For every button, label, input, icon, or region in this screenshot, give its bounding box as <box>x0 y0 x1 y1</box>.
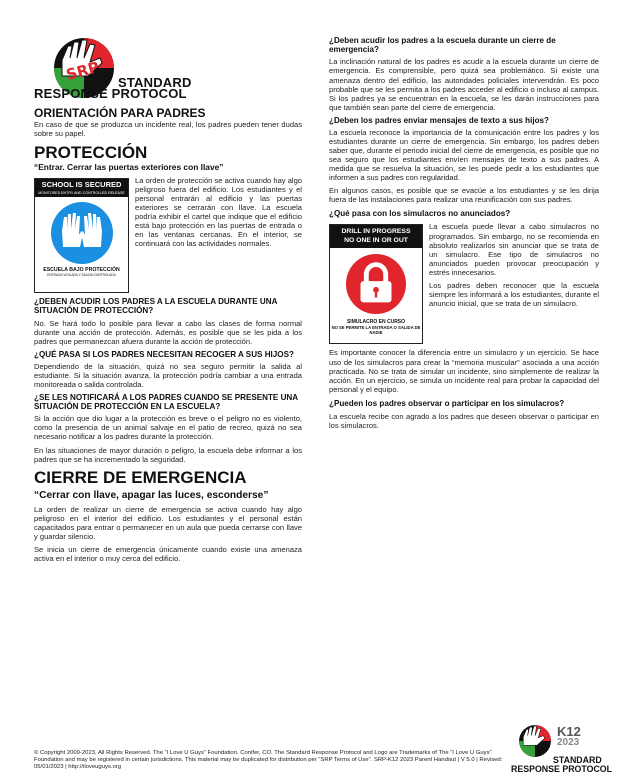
sign2-footer: SIMULACRO EN CURSO <box>346 318 406 325</box>
answer-observe-drills: La escuela recibe con agrado a los padres que deseen observar o participar en los simulacros. <box>329 411 599 430</box>
padlock-icon <box>345 253 407 315</box>
footer-k12: K12 <box>557 724 581 739</box>
footer-copyright: © Copyright 2009-2023, All Rights Reserved. The “I Love U Guys” Foundation. Conifer, CO. The Standard Response Protocol and Logo are Trademarks of The “I Love U Guys” Foundation and may be registered in certain jurisdictions. This material may be duplicated for distribution per “SRP Terms of Use”. SRP-K12 2023 Parent Handout | V 5.0 | Revised: 05/01/2023 | http://iloveuguys.org <box>34 750 503 771</box>
answer-parents-notified-2: En las situaciones de mayor duración o peligro, la escuela debe informar a los padres que se ha incrementado la seguridad. <box>34 445 302 464</box>
footer-brand-line2: RESPONSE PROTOCOL <box>511 764 613 774</box>
protection-title: PROTECCIÓN <box>34 143 148 163</box>
protection-text: La orden de protección se activa cuando hay algo peligroso fuera del edificio. Los estudiantes y el personal entrarán al edificio y las puertas exteriores se cerrarán con llave. La escuela podría exhibir el cartel que indique que el edificio está bajo protección en las puertas de entrada o en las ventanas cercanas. En el interior, se continuará con las actividades normales. <box>135 176 302 249</box>
question-observe-drills: ¿Pueden los padres observar o participar en los simulacros? <box>329 398 565 408</box>
question-unannounced-drills: ¿Qué pasa con los simulacros no anunciados? <box>329 209 511 219</box>
question-lockdown-parents-go: ¿Deben acudir los padres a la escuela durante un cierre de emergencia? <box>329 36 556 55</box>
answer-unannounced-drills: La escuela puede llevar a cabo simulacros no programados. Sin embargo, no se recomienda en absoluto realizarlos sin anunciar que se trata de un simulacro. Ese tipo de simulacros no anunciados pueden provocar preocupación y estrés innecesarios. <box>429 222 599 277</box>
sign2-header-2: NO ONE IN OR OUT <box>330 237 422 248</box>
footer-year: 2023 <box>557 737 580 748</box>
answer-drill-vs-exercise: Es importante conocer la diferencia entre un simulacro y un ejercicio. Se hace uso de los simulacros para crear la “memoria muscular” asociada a una acción practicada. No se trata de simular un incidente, sino simplemente de realizar la acción. En un ejercicio, se simula un incidente real para probar la capacidad del personal y el equipo. <box>329 348 599 394</box>
question-pickup-children: ¿QUÉ PASA SI LOS PADRES NECESITAN RECOGER A SUS HIJOS? <box>34 349 294 359</box>
question-parents-notified: ¿SE LES NOTIFICARÁ A LOS PADRES CUANDO SE PRESENTE UNA SITUACIÓN DE PROTECCIÓN EN LA ESCUELA? <box>34 392 298 412</box>
sign2-footer-2: NO SE PERMITE LA ENTRADA O SALIDA DE NADIE <box>331 324 421 335</box>
answer-parents-notified: Si la acción que dio lugar a la protección es breve o el peligro no es violento, como la presencia de un animal salvaje en el patio de recreo, quizá no sea necesario notificar a los padres durante la protección. <box>34 414 302 442</box>
sign1-header-small: MONITORED ENTRY AND CONTROLLED RELEASE <box>35 191 128 198</box>
brand-line2: RESPONSE PROTOCOL <box>34 86 187 101</box>
lockdown-subtitle: “Cerrar con llave, apagar las luces, esconderse” <box>34 489 269 501</box>
right-column <box>329 36 599 430</box>
school-secured-sign <box>34 178 129 293</box>
drills-block <box>329 222 599 393</box>
answer-lockdown-parents-go: La inclinación natural de los padres es acudir a la escuela durante un cierre de emergencia. Es comprensible, pero quizá sea problemático. Si existe una amenaza dentro del edificio, las autoridades policiales intervendrán. Es poco probable que se les permita a los padres acceder al edificio o incluso al campus. Si los padres ya se encuentran en la escuela, se les darán instrucciones para que también sean parte del cierre de emergencia. <box>329 57 599 112</box>
answer-text-messages-2: En algunos casos, es posible que se evacúe a los estudiantes y se les dirija fuera de las instalaciones para realizar una reunificación con sus padres. <box>329 186 599 205</box>
answer-pickup-children: Dependiendo de la situación, quizá no sea seguro permitir la salida al estudiante. Si la situación avanza, la protección podría cambiar a una entrada monitoreada o salida controlada. <box>34 361 302 389</box>
lockdown-text-1: La orden de realizar un cierre de emergencia se activa cuando hay algo peligroso en el interior del edificio. Los estudiantes y el personal están capacitados para entrar o permanecer en un aula que pueda cerrarse con llave y guardar silencio. <box>34 504 302 541</box>
orientation-text: En caso de que se produzca un incidente real, los padres pueden tener dudas sobre su papel. <box>34 120 302 139</box>
answer-protection-parents-go: No. Se hará todo lo posible para llevar a cabo las clases de forma normal durante una acción de protección. Además, es posible que se les pida a los padres que permanezcan afuera durante la acción de protección. <box>34 318 302 346</box>
answer-unannounced-drills-2: Los padres deben reconocer que la escuela siempre les informará a los estudiantes, durante el anuncio inicial, que se trata de un simulacro. <box>429 280 599 308</box>
sign2-header: DRILL IN PROGRESS <box>330 225 422 237</box>
protection-block <box>34 176 302 315</box>
drill-in-progress-sign <box>329 224 423 344</box>
footer-srp-logo-icon <box>518 724 552 758</box>
footer-brand-line1: STANDARD <box>553 755 602 765</box>
protection-subtitle: “Entrar. Cerrar las puertas exteriores con llave” <box>34 162 224 173</box>
sign1-footer: ESCUELA BAJO PROTECCIÓN <box>43 267 120 274</box>
sign1-header: SCHOOL IS SECURED <box>35 179 128 191</box>
answer-text-messages: La escuela reconoce la importancia de la comunicación entre los padres y los estudiantes durante un cierre de emergencia. Sin embargo, los padres deben saber que, durante el periodo inicial del cierre de emergencia, es posible que no sea seguro que los estudiantes envíen mensajes de texto a sus padres. A medida que se resuelva la situación, se les puede pedir a los estudiantes que informen a sus padres con regularidad. <box>329 127 599 183</box>
left-column <box>34 36 302 563</box>
brand-header <box>34 36 302 106</box>
lockdown-title: CIERRE DE EMERGENCIA <box>34 467 247 487</box>
question-protection-parents-go: ¿DEBEN ACUDIR LOS PADRES A LA ESCUELA DURANTE UNA SITUACIÓN DE PROTECCIÓN? <box>34 297 278 316</box>
lockdown-text-2: Se inicia un cierre de emergencia únicamente cuando existe una amenaza activa en el interior o muy cerca del edificio. <box>34 544 302 563</box>
two-hands-icon <box>50 201 114 265</box>
question-text-messages: ¿Deben los padres enviar mensajes de texto a sus hijos? <box>329 115 549 125</box>
logo-letters: SRP <box>64 58 102 85</box>
sign1-footer-small: ENTRADA VIGILADA Y SALIDA CONTROLADA <box>47 273 116 278</box>
orientation-title: ORIENTACIÓN PARA PADRES <box>34 106 206 120</box>
brand-line1: STANDARD <box>118 75 192 90</box>
